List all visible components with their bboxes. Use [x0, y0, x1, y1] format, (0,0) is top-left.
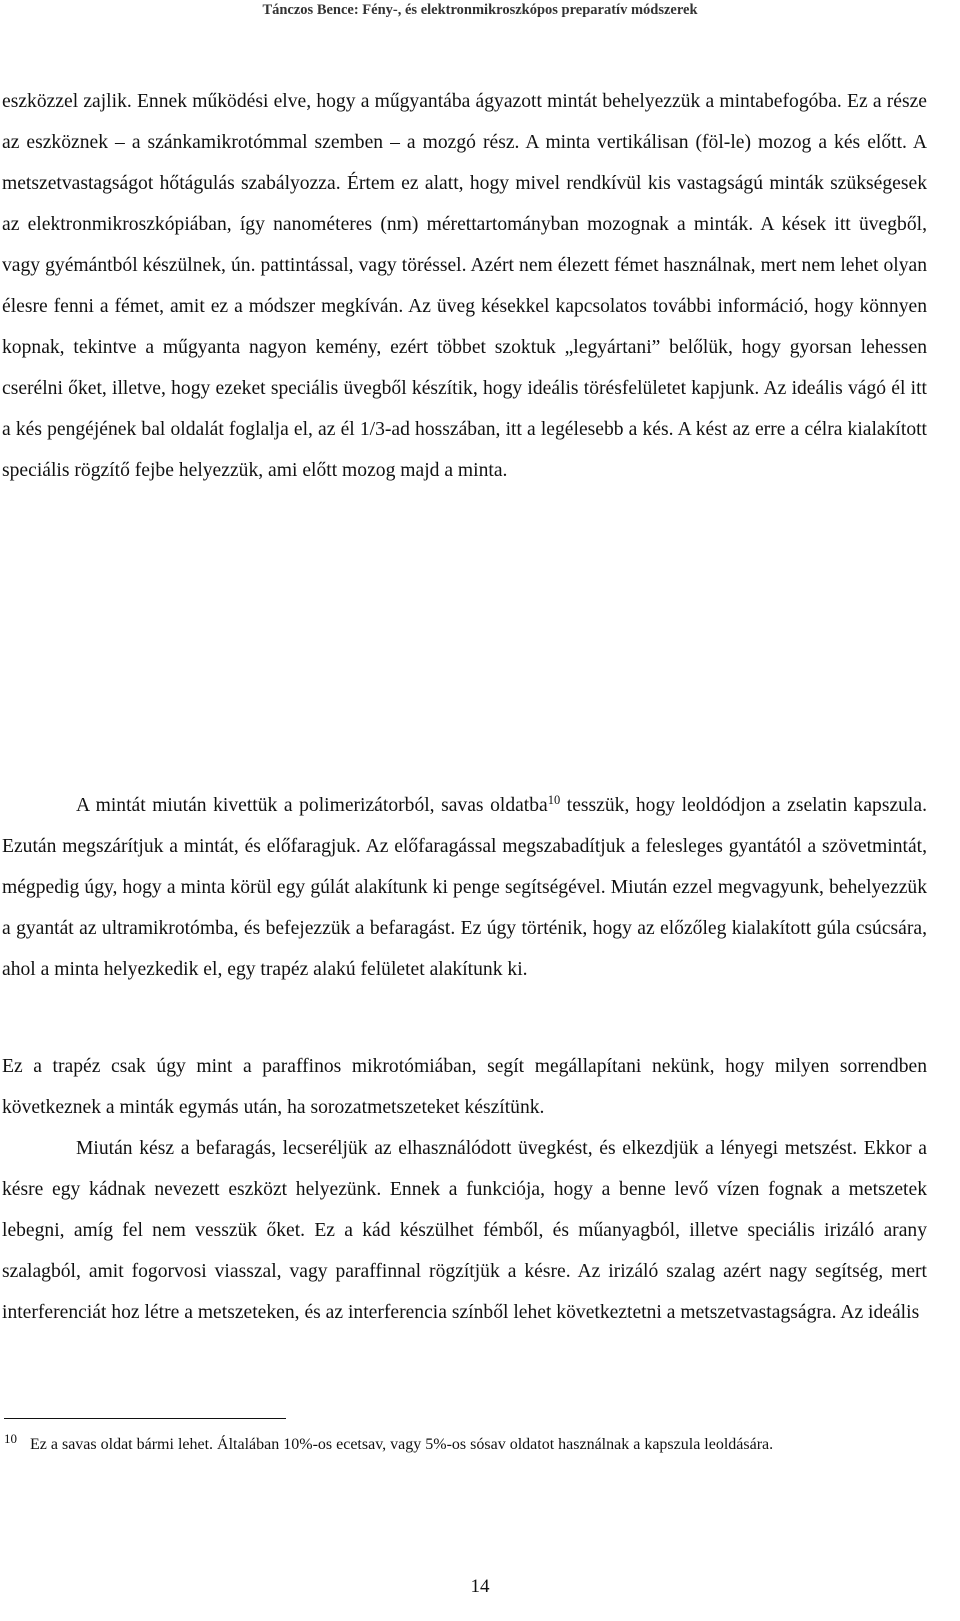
footnote-reference[interactable]: 10 [547, 793, 561, 808]
paragraph-trimming-rest: tesszük, hogy leoldódjon a zselatin kapszula. Ezután megszárítjuk a mintát, és előfaragjuk. Az előfaragással megszabadítjuk a felesleges gyantától a szövetmintát, mégpedig úgy, hogy a minta körül egy gúlát alakítunk ki penge segítségével. Miután ezzel megvagyunk, behelyezzük a gyantát az ultramikrotómba, és befejezzük a befaragást. Ez úgy történik, hogy az előzőleg kialakított gúla csúcsára, ahol a minta helyezkedik el, egy trapéz alakú felületet alakítunk ki. [2, 795, 927, 980]
footnote-number: 10 [4, 1431, 17, 1446]
footnote-text: Ez a savas oldat bármi lehet. Általában 10%-os ecetsav, vagy 5%-os sósav oldatot használnak a kapszula leoldására. [30, 1436, 774, 1453]
page-number: 14 [470, 1576, 490, 1597]
footnote [4, 1432, 904, 1458]
paragraph-trimming-start: A mintát miután kivettük a polimerizátorból, savas oldatba [76, 795, 548, 816]
paragraph-ultramicrotome: eszközzel zajlik. Ennek működési elve, hogy a műgyantába ágyazott mintát behelyezzük a mintabefogóba. Ez a része az eszköznek – a szánkamikrotómmal szemben – a mozgó rész. A minta vertikálisan (föl-le) mozog a kés előtt. A metszetvastagságot hőtágulás szabályozza. Értem ez alatt, hogy mivel rendkívül kis vastagságú minták szükségesek az elektronmikroszkópiában, így nanométeres (nm) mérettartományban mozognak a minták. A kések itt üvegből, vagy gyémántból készülnek, ún. pattintással, vagy töréssel. Azért nem élezett fémet használnak, mert nem lehet olyan élesre fenni a fémet, amit ez a módszer megkíván. Az üveg késekkel kapcsolatos további információ, hogy könnyen kopnak, tekintve a műgyanta nagyon kemény, ezért többet szoktuk „legyártani” belőlük, hogy gyorsan lehessen cserélni őket, illetve, hogy ezeket speciális üvegből készítik, hogy ideális törésfelületet kapjunk. Az ideális vágó él itt a kés pengéjének bal oldalát foglalja el, az él 1/3-ad hosszában, itt a legélesebb a kés. A kést az erre a célra kialakított speciális rögzítő fejbe helyezzük, ami előtt mozog majd a minta. [2, 91, 927, 481]
paragraph-trimming [2, 785, 927, 990]
running-header: Tánczos Bence: Fény-, és elektronmikroszkópos preparatív módszerek [262, 2, 698, 18]
paragraph-trapezoid: Ez a trapéz csak úgy mint a paraffinos mikrotómiában, segít megállapítani nekünk, hogy milyen sorrendben következnek a minták egymás után, ha sorozatmetszeteket készítünk. [2, 1056, 927, 1118]
footnote-separator [4, 1418, 286, 1419]
paragraph-sectioning: Miután kész a befaragás, lecseréljük az elhasználódott üvegkést, és elkezdjük a lényegi metszést. Ekkor a késre egy kádnak nevezett eszközt helyezünk. Ennek a funkciója, hogy a benne levő vízen fognak a metszetek lebegni, amíg fel nem vesszük őket. Ez a kád készülhet fémből, és műanyagból, illetve speciális irizáló arany szalagból, amit fogorvosi viasszal, vagy paraffinnal rögzítjük a késre. Az irizáló szalag azért nagy segítség, mert interferenciát hoz létre a metszeteken, és az interferencia színből lehet következtetni a metszetvastagságra. Az ideális [2, 1138, 927, 1323]
